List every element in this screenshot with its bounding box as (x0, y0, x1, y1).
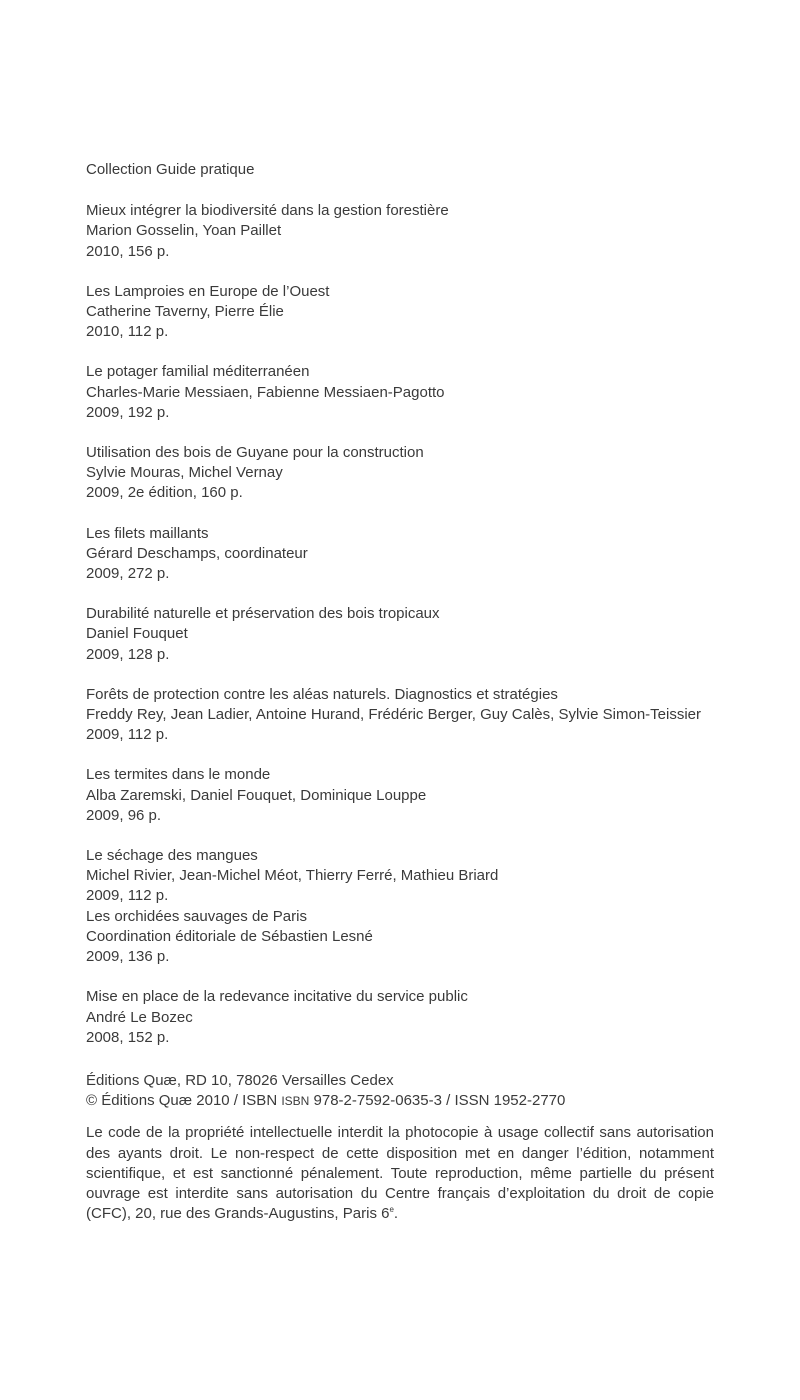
book-title: Utilisation des bois de Guyane pour la construction (86, 444, 424, 462)
book-title: Les termites dans le monde (86, 766, 271, 784)
book-entry (86, 362, 714, 423)
book-entry (86, 907, 714, 968)
isbn-label: ISBN (281, 1094, 310, 1109)
book-details: 2010, 112 p. (86, 323, 169, 341)
book-authors: Sylvie Mouras, Michel Vernay (86, 464, 283, 482)
publisher-address: Éditions Quæ, RD 10, 78026 Versailles Cedex (86, 1071, 394, 1089)
book-entry (86, 685, 714, 746)
book-title: Le séchage des mangues (86, 847, 258, 865)
book-authors: Charles-Marie Messiaen, Fabienne Messiaen-Pagotto (86, 383, 445, 401)
book-entry (86, 765, 714, 826)
legal-notice-end: . (393, 1205, 399, 1223)
book-entry (86, 604, 714, 665)
book-entry (86, 201, 714, 262)
book-title: Le potager familial méditerranéen (86, 363, 310, 381)
book-authors: Catherine Taverny, Pierre Élie (86, 303, 284, 321)
book-authors: Freddy Rey, Jean Ladier, Antoine Hurand, Frédéric Berger, Guy Calès, Sylvie Simon-Teissier (86, 706, 701, 724)
collection-title: Collection Guide pratique (86, 161, 255, 178)
book-title: Les orchidées sauvages de Paris (86, 907, 307, 925)
legal-notice-text: Le code de la propriété intellectuelle interdit la photocopie à usage collectif sans autorisation des ayants droit. Le non-respect de cette disposition met en danger l’édition, notamment scientifique, et est sanctionné pénalement. Toute reproduction, même partielle du présent ouvrage est interdite sans autorisation du Centre français d’exploitation du droit de copie (CFC), 20, rue des Grands-Augustins, Paris 6 (86, 1124, 714, 1223)
book-authors: Gérard Deschamps, coordinateur (86, 544, 308, 562)
book-entry (86, 524, 714, 585)
book-entry (86, 282, 714, 343)
book-authors: Alba Zaremski, Daniel Fouquet, Dominique Louppe (86, 786, 427, 804)
book-entry (86, 846, 714, 907)
book-details: 2009, 272 p. (86, 565, 170, 583)
legal-notice (86, 1123, 714, 1224)
book-details: 2009, 96 p. (86, 806, 162, 824)
copyright-suffix: 978-2-7592-0635-3 / ISSN 1952-2770 (309, 1092, 566, 1110)
book-details: 2009, 128 p. (86, 645, 170, 663)
book-title: Les Lamproies en Europe de l’Ouest (86, 282, 330, 300)
book-authors: Michel Rivier, Jean-Michel Méot, Thierry Ferré, Mathieu Briard (86, 867, 499, 885)
copyright-prefix: © Éditions Quæ 2010 / ISBN (86, 1092, 282, 1110)
book-details: 2009, 112 p. (86, 887, 169, 905)
book-title: Durabilité naturelle et préservation des bois tropicaux (86, 605, 440, 623)
book-details: 2009, 136 p. (86, 948, 170, 966)
book-title: Les filets maillants (86, 524, 209, 542)
book-authors: André Le Bozec (86, 1008, 193, 1026)
book-title: Mise en place de la redevance incitative du service public (86, 988, 468, 1006)
legal-notice-superscript: e (389, 1205, 394, 1215)
copyright-line (86, 1091, 714, 1111)
book-title: Mieux intégrer la biodiversité dans la gestion forestière (86, 202, 449, 220)
book-details: 2009, 2e édition, 160 p. (86, 484, 243, 502)
book-title: Forêts de protection contre les aléas naturels. Diagnostics et stratégies (86, 685, 558, 703)
book-details: 2008, 152 p. (86, 1028, 170, 1046)
colophon-page (86, 160, 714, 1239)
book-details: 2009, 112 p. (86, 726, 169, 744)
book-details: 2010, 156 p. (86, 242, 170, 260)
book-authors: Coordination éditoriale de Sébastien Lesné (86, 927, 373, 945)
book-authors: Marion Gosselin, Yoan Paillet (86, 222, 282, 240)
book-entry (86, 987, 714, 1048)
book-details: 2009, 192 p. (86, 403, 170, 421)
book-entry (86, 443, 714, 504)
book-authors: Daniel Fouquet (86, 625, 188, 643)
